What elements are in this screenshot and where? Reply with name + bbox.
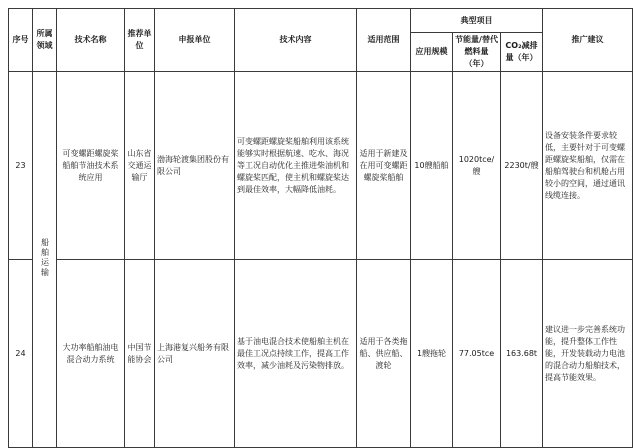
header-seq: 序号 (9, 9, 33, 72)
header-content: 技术内容 (235, 9, 357, 72)
field-cell (33, 72, 57, 448)
row-recommender: 山东省交通运输厅 (125, 72, 155, 260)
header-app-scale: 应用规模 (411, 33, 453, 72)
row-tech-name: 可变螺距螺旋桨船舶节油技术系统应用 (57, 72, 125, 260)
row-co2: 2230t/艘 (501, 72, 543, 260)
row-applicant: 上海港复兴船务有限公司 (155, 260, 235, 448)
header-recommender: 推荐单位 (125, 9, 155, 72)
row-co2: 163.68t (501, 260, 543, 448)
header-co2: CO₂减排量（年） (501, 33, 543, 72)
header-field: 所属领域 (33, 9, 57, 72)
row-scope: 适用于新建及在用可变螺距螺旋桨船舶 (357, 72, 411, 260)
row-applicant: 渤海轮渡集团股份有限公司 (155, 72, 235, 260)
table-row (9, 72, 633, 260)
field-label: 船舶运输 (40, 237, 50, 278)
row-tech-name: 大功率船舶油电混合动力系统 (57, 260, 125, 448)
row-suggestion: 设备安装条件要求较低，主要针对于可变螺距螺旋桨船舶，仅需在船舶驾驶台和机舱占用较小的空间，通过通讯线缆连接。 (543, 72, 633, 260)
row-scope: 适用于各类拖船、供应船、渡轮 (357, 260, 411, 448)
row-energy-saving: 1020tce/艘 (453, 72, 501, 260)
row-seq: 23 (9, 72, 33, 260)
row-recommender: 中国节能协会 (125, 260, 155, 448)
header-applicant: 申报单位 (155, 9, 235, 72)
row-energy-saving: 77.05tce (453, 260, 501, 448)
table-row (9, 260, 633, 448)
header-scope: 适用范围 (357, 9, 411, 72)
row-suggestion: 建议进一步完善系统功能，提升整体工作性能，开发装载动力电池的混合动力船舶技术，提高节能效果。 (543, 260, 633, 448)
header-typical-project: 典型项目 (411, 9, 543, 33)
header-suggestion: 推广建议 (543, 9, 633, 72)
row-app-scale: 10艘船舶 (411, 72, 453, 260)
header-tech-name: 技术名称 (57, 9, 125, 72)
header-energy-saving: 节能量/替代燃料量（年） (453, 33, 501, 72)
projects-table (8, 8, 633, 448)
row-seq: 24 (9, 260, 33, 448)
row-app-scale: 1艘拖轮 (411, 260, 453, 448)
row-content: 基于油电混合技术使船舶主机在最佳工况点持续工作，提高工作效率，减少油耗及污染物排放。 (235, 260, 357, 448)
row-content: 可变螺距螺旋桨船舶利用该系统能够实时根据航速、吃水、海况等工况自动优化主推进柴油机和螺旋桨匹配，使主机和螺旋桨达到最佳效率，大幅降低油耗。 (235, 72, 357, 260)
